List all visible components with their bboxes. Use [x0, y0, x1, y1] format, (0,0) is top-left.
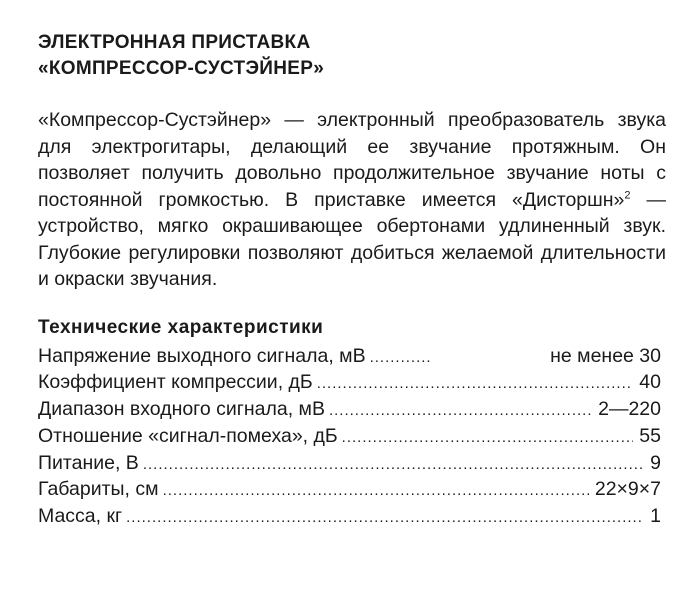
- spec-row: [38, 424, 661, 451]
- spec-row: [38, 451, 661, 478]
- spec-label: Напряжение выходного сигнала, мВ: [38, 344, 366, 367]
- spec-label: Габариты, см: [38, 478, 159, 501]
- spec-label: Диапазон входного сигнала, мВ: [38, 398, 325, 421]
- spec-row: [38, 344, 661, 371]
- spec-label: Отношение «сигнал-помеха», дБ: [38, 424, 338, 447]
- article-title-line-1: ЭЛЕКТРОННАЯ ПРИСТАВКА: [38, 32, 311, 53]
- spec-value: 55: [639, 424, 661, 447]
- spec-row: [38, 504, 661, 531]
- specs-list: [38, 344, 661, 532]
- dot-leader: [163, 478, 589, 504]
- spec-value: 40: [639, 371, 661, 394]
- spec-label: Питание, В: [38, 451, 139, 474]
- spec-value: 22×9×7: [594, 478, 661, 501]
- article-title-line-2: «КОМПРЕССОР-СУСТЭЙНЕР»: [38, 58, 325, 79]
- article-paragraph: [38, 107, 666, 293]
- spec-row: [38, 397, 661, 424]
- spec-value: 1: [650, 505, 661, 528]
- spec-label: Коэффициент компрессии, дБ: [38, 371, 313, 394]
- dot-leader: [370, 345, 432, 371]
- dot-leader: [126, 505, 644, 531]
- spec-value: 9: [650, 451, 661, 474]
- footnote-mark: 2: [624, 189, 631, 201]
- paragraph-text-part-1: «Компрессор-Сустэйнер» — электронный преобразователь звука для электрогитары, делающий ее звучание протяжным. Он позволяет получить довольно продолжительное звучание ноты с постоянной громкостью. В приставке имеется «Дисторшн»: [38, 109, 666, 211]
- dot-leader: [143, 452, 644, 478]
- spec-label: Масса, кг: [38, 505, 123, 528]
- paragraph-text-part-2: — устройство, мягко окрашивающее обертонами удлиненный звук. Глубокие регулировки позволяют добиться желаемой длительности и окраски звучания.: [38, 188, 666, 290]
- article-title: [38, 30, 666, 82]
- spec-row: [38, 477, 661, 504]
- dot-leader: [329, 398, 592, 424]
- spec-row: [38, 370, 661, 397]
- spec-value: не менее 30: [550, 344, 661, 367]
- dot-leader: [317, 371, 634, 397]
- document-page: [38, 30, 666, 531]
- specs-heading: Технические характеристики: [38, 316, 324, 338]
- spec-value: 2—220: [598, 398, 661, 421]
- dot-leader: [342, 425, 634, 451]
